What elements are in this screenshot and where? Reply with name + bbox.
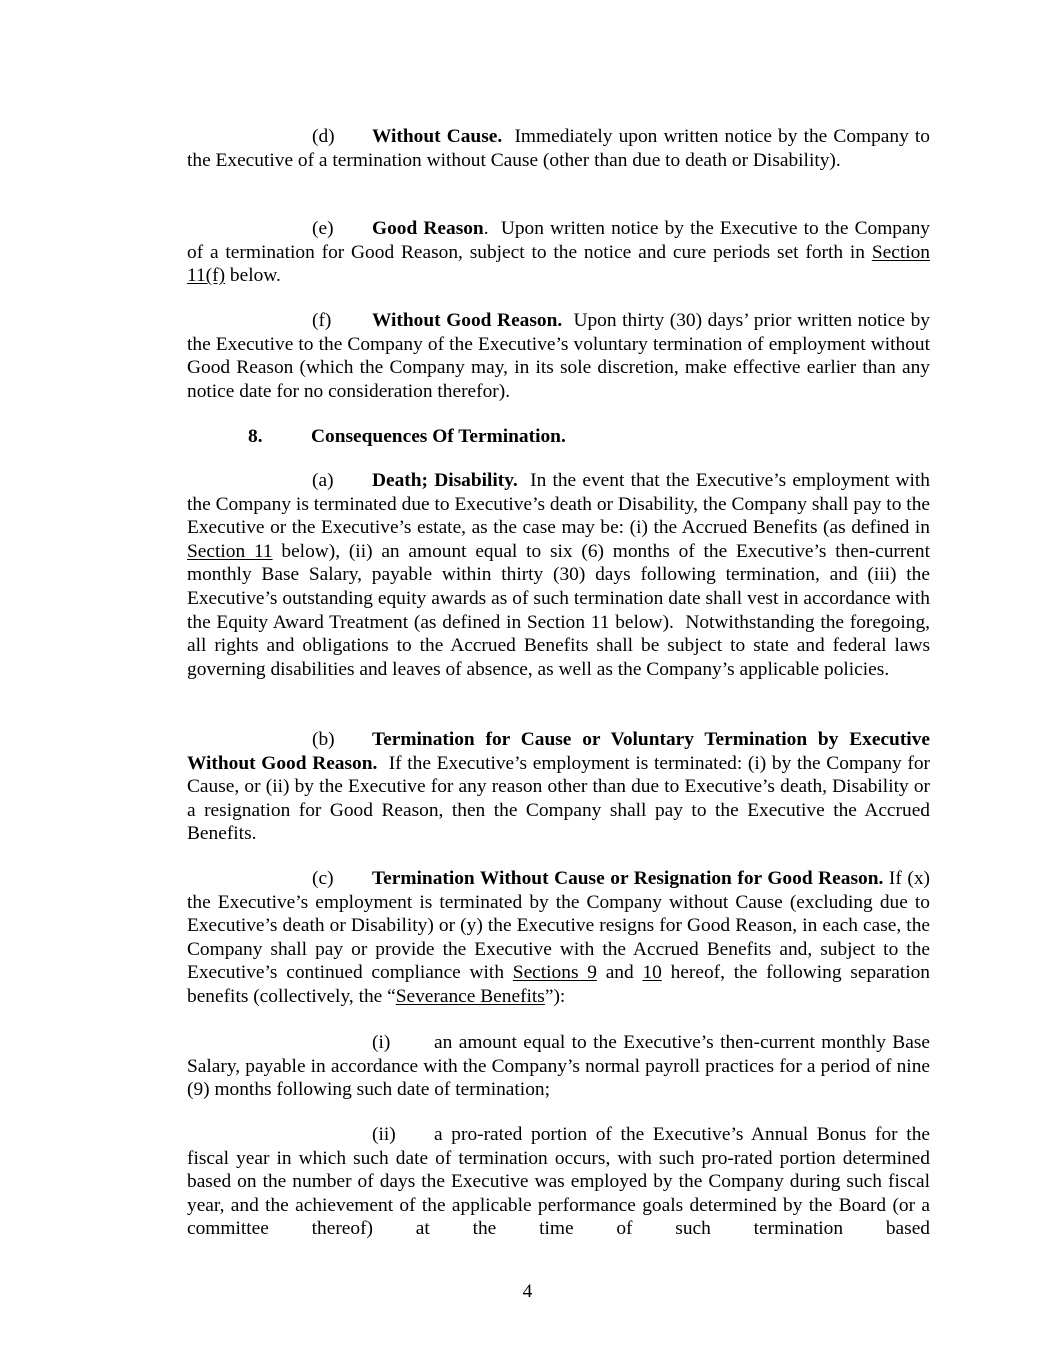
section-reference: Sections 9 [512,962,597,984]
section-title: Consequences Of Termination. [311,426,566,447]
section-heading: Without Good Reason. [372,310,563,331]
defined-term: Severance Benefits [395,985,545,1007]
paragraph-8c-ii [187,1123,930,1241]
section-heading: Termination Without Cause or Resignation for Good Reason. [372,868,884,889]
paragraph-7e-good-reason [187,217,935,288]
section-heading: Good Reason [372,218,484,239]
section-label: (b) [312,729,335,750]
section-label: (f) [312,310,332,331]
section-reference: Section 11 [187,540,273,562]
section-reference: Section 11(f) [187,241,930,287]
section-number: 8. [248,426,263,447]
section-text: below), (ii) an amount equal to six (6) months of the Executive’s then-current monthly Base Salary, payable within thirty (30) days following termination, and (iii) the Executive’s outstanding equity awards as of such termination date shall vest in accordance with the Equity Award Treatment (as defined in Section 11 below). Notwithstanding the foregoing, all rights and obligations to the Accrued Benefits shall be subject to state and federal laws governing disabilities and leaves of absence, as well as the Company’s applicable policies. [187,540,935,680]
section-text: ”): [544,985,566,1007]
paragraph-8c-termination-without-cause [187,867,930,1009]
section-8-heading [187,425,930,449]
paragraph-8c-i [187,1031,930,1102]
section-text: below. [225,265,281,287]
section-reference: 10 [642,962,662,984]
section-text: . Upon written notice by the Executive to the Company of a termination for Good Reason, subject to the notice and cure periods set forth in [187,218,935,263]
section-text: hereof, the following separation benefits (collectively, the “ [187,962,930,1007]
section-heading: Termination for Cause or Voluntary Termination by Executive Without Good Reason. [187,729,930,774]
item-label: (i) [372,1032,391,1053]
section-label: (d) [312,126,335,147]
paragraph-8b-termination-for-cause [187,728,935,846]
section-label: (c) [312,868,334,889]
paragraph-7f-without-good-reason [187,309,935,403]
paragraph-7d-without-cause [187,125,935,172]
section-label: (a) [312,470,334,491]
section-text: Immediately upon written notice by the Company to the Executive of a termination without Cause (other than due to death or Disability). [187,126,935,171]
item-label: (ii) [372,1124,396,1145]
section-heading: Without Cause. [372,126,503,147]
item-text: a pro-rated portion of the Executive’s Annual Bonus for the fiscal year in which such date of termination occurs, with such pro-rated portion determined based on the number of days the Executive was employed by the Company during such fiscal year, and the achievement of the applicable performance goals determined by the Board (or a committee thereof) at the time of such termination based [187,1124,930,1240]
section-text: In the event that the Executive’s employment with the Company is terminated due to Executive’s death or Disability, the Company shall pay to the Executive or the Executive’s estate, as the case may be: (i) the Accrued Benefits (as defined in [187,470,935,539]
section-text: and [596,962,643,984]
section-text: If (x) the Executive’s employment is terminated by the Company without Cause (excluding due to Executive’s death or Disability) or (y) the Executive resigns for Good Reason, in each case, the Company shall pay or provide the Executive with the Accrued Benefits and, subject to the Executive’s continued compliance with [187,868,930,984]
page-number: 4 [522,1281,533,1302]
section-text: If the Executive’s employment is terminated: (i) by the Company for Cause, or (ii) by the Executive for any reason other than due to Executive’s death, Disability or a resignation for Good Reason, then the Company shall pay to the Executive the Accrued Benefits. [187,752,935,845]
section-label: (e) [312,218,334,239]
item-text: an amount equal to the Executive’s then-current monthly Base Salary, payable in accordance with the Company’s normal payroll practices for a period of nine (9) months following such date of termination; [187,1032,930,1101]
section-heading: Death; Disability. [372,470,518,491]
paragraph-8a-death-disability [187,469,935,681]
section-text: Upon thirty (30) days’ prior written notice by the Executive to the Company of the Executive’s voluntary termination of employment without Good Reason (which the Company may, in its sole discretion, make effective earlier than any notice date for no consideration therefor). [187,310,935,402]
